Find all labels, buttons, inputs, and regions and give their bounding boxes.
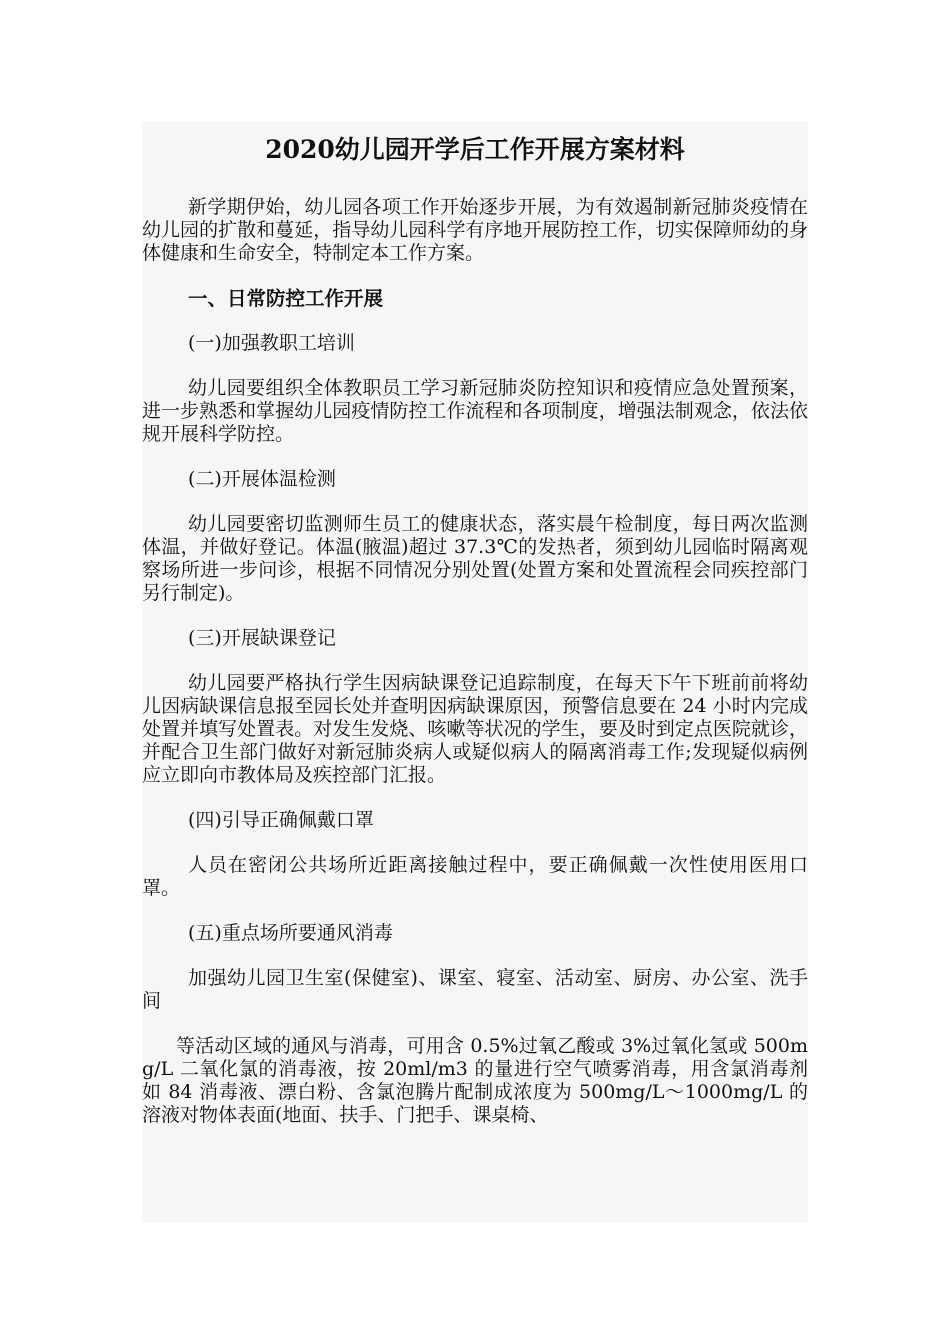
paragraph-mask-guidance: 人员在密闭公共场所近距离接触过程中，要正确佩戴一次性使用医用口罩。 bbox=[142, 854, 808, 899]
paragraph-staff-training: 幼儿园要组织全体教职员工学习新冠肺炎防控知识和疫情应急处置预案，进一步熟悉和掌握幼儿园疫情防控工作流程和各项制度，增强法制观念，依法依规开展科学防控。 bbox=[142, 377, 808, 445]
paragraph-absence-registration: 幼儿园要严格执行学生因病缺课登记追踪制度，在每天下午下班前前将幼儿因病缺课信息报至园长处并查明因病缺课原因，预警信息要在 24 小时内完成处置并填写处置表。对发生发烧、咳嗽等状况的学生，要及时到定点医院就诊，并配合卫生部门做好对新冠肺炎病人或疑似病人的隔离消毒工作;发现疑似病例应立即向市教体局及疾控部门汇报。 bbox=[142, 672, 808, 786]
paragraph-ventilation-areas: 加强幼儿园卫生室(保健室)、课室、寝室、活动室、厨房、办公室、洗手间 bbox=[142, 967, 808, 1012]
document-title: 2020幼儿园开学后工作开展方案材料 bbox=[265, 135, 685, 164]
document-body bbox=[142, 196, 808, 1127]
paragraph-disinfection: 等活动区域的通风与消毒，可用含 0.5%过氧乙酸或 3%过氧化氢或 500mg/L 二氧化氯的消毒液，按 20ml/m3 的量进行空气喷雾消毒，用含氯消毒剂如 84 消毒液、漂白粉、含氯泡腾片配制成浓度为 500mg/L～1000mg/L 的溶液对物体表面(地面、扶手、门把手、课桌椅、 bbox=[142, 1035, 808, 1126]
subsection-heading-5: (五)重点场所要通风消毒 bbox=[188, 922, 393, 944]
intro-paragraph: 新学期伊始，幼儿园各项工作开始逐步开展，为有效遏制新冠肺炎疫情在幼儿园的扩散和蔓延，指导幼儿园科学有序地开展防控工作，切实保障师幼的身体健康和生命安全，特制定本工作方案。 bbox=[142, 196, 808, 264]
document-page bbox=[142, 122, 808, 1222]
subsection-heading-1: (一)加强教职工培训 bbox=[188, 332, 355, 354]
paragraph-temperature-check: 幼儿园要密切监测师生员工的健康状态，落实晨午检制度，每日两次监测体温，并做好登记。体温(腋温)超过 37.3℃的发热者，须到幼儿园临时隔离观察场所进一步问诊，根据不同情况分别处置(处置方案和处置流程会同疾控部门另行制定)。 bbox=[142, 513, 808, 604]
subsection-heading-2: (二)开展体温检测 bbox=[188, 468, 336, 490]
subsection-heading-4: (四)引导正确佩戴口罩 bbox=[188, 809, 374, 831]
section-heading-1: 一、日常防控工作开展 bbox=[188, 287, 384, 310]
subsection-heading-3: (三)开展缺课登记 bbox=[188, 627, 336, 649]
